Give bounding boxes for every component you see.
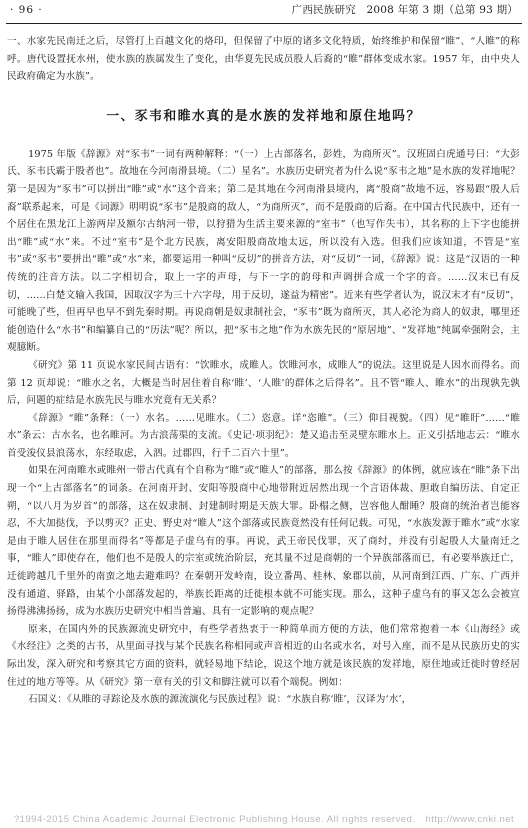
intro-paragraph: 一、水家先民南迁之后，尽管打上百越文化的烙印，但保留了中原的诸多文化特质，始终维护和保留“睢”、“人睢”的称呼。唐代设置抚水州，使水族的族属发生了变化，由华夏先民成员股人后裔的“睢”群体变成水家。1957 年，由中央人民政府确定为水族”。	[7, 36, 520, 83]
paragraph-5: 原来，在国内外的民族源流史研究中，有些学者热衷于一种简单而方便的方法，他们常常抱着一本《山海经》或《水经注》之类的古书，从里面寻找与某个民族名称相同或声音相近的山名或水名，对号入座，而不是从民族历史的实际出发，深入研究和考察其它方面的资料，就轻易地下结论，说这个地方就是该民族的发祥地，原住地或迁徙时曾经居住过的地方等等。从《研究》第一章有关的引文和脚注就可以看个端倪。例如：	[7, 623, 520, 688]
page-header	[0, 0, 528, 20]
paragraph-2: 《研究》第 11 页说水家民间古语有：“饮睢水，成睢人。饮睢河水，成睢人”的说法。这里说是人因水而得名。而第 12 页却说：“睢水之名，大概是当时居住着自称‘睢’、‘人睢’的群体之后得名”。且不管“睢人、睢水”的出现孰先孰后，问题的症结是水族先民与睢水究竟有无关系？	[7, 359, 520, 407]
paragraph-3: 《辞源》“睢”条释：（一）水名。……见睢水。（二）恣意。详“恣睢”。（三）仰目视貌。（四）见“睢盱”……“睢水”条云：古水名，也名睢河。为古浪荡渠的支流。《史记·项羽纪》：楚又追击至灵壁东睢水上。正义引括地志云：“睢水首受浚仪县浪荡水，东经取虑，入泗。过郡四，行千二百六十里”。	[7, 412, 520, 459]
header-rule	[6, 23, 522, 24]
journal-title: 广西民族研究 2008 年第 3 期（总第 93 期）	[291, 4, 518, 16]
section-title: 一、豕韦和睢水真的是水族的发祥地和原住地吗？	[106, 108, 421, 124]
page-number: · 96 ·	[10, 4, 43, 16]
article-body	[7, 33, 520, 709]
paragraph-6: 石国义：《从睢的寻踪论及水族的源流演化与民族过程》说：“水族自称‘睢’，汉译为‘水’，	[28, 694, 412, 706]
paragraph-1: 1975 年版《辞源》对“豕韦”一词有两种解释：“（一）上古部落名，彭姓，为商所灭”。汉班固白虎通号曰：“大彭氏、豕韦氏霸于殷者也”。故地在今河南滑县境。（二）星名”。水族历史研究者为什么说“豕韦之地”是水族的发祥地呢？第一是因为“豕韦”可以拼出“睢”或“水”这个音来；第二是其地在今河南滑县境内，离“殷商”故地不远，容易跟“殷人后裔”联系起来，可是《词源》明明说“豕韦”是殷商的敌人，“为商所灭”，而不是殷商的后裔。在中国古代民族中，还有一个居住在黑龙江上游两岸及额尔古纳河一带，以狩猎为生活主要来源的“室韦”（也写作失韦），其名称的上下字也能拼出“睢”或“水”来。不过“室韦”是个北方民族，离安阳殷商故地太远，所以没有入选。但我们应该知道，不管是“室韦”或“豕韦”要拼出“睢”或“水”来，都要运用一种叫“反切”的拼音方法，对“反切”一词，《辞源》说：这是“汉语的一种传统的注音方法。以二字相切合，取上一字的声母，与下一字的韵母和声调拼合成一个字的音。……汉末已有反切，……白楚文输入我国，因取汉字为三十六字母，用于反切，遂益为精密”。近来有些学者认为，说汉末才有“反切”，可能晚了些，但再早也早不到先秦时期。再说商朝是奴隶制社会，“豕韦”既为商所灭，其人必沦为商人的奴隶，哪里还能创造什么“水书”和编纂自己的“历法”呢？所以，把“豕韦之地”作为水族先民的“原居地”、“发祥地”纯属牵强附会，主观臆断。	[7, 148, 520, 354]
paragraph-4: 如果在河南睢水或睢州一带古代真有个自称为“睢”或“睢人”的部落，那么按《辞源》的体例，就应该在“睢”条下出现一个“上古部落名”的词条。在河南开封、安阳等殷商中心地带附近居然出现一个言语体裁、胆敢自编历法、自定正朔，“以八月为岁首”的部落，这在奴隶制、封建制时期是天族大罪。卧榻之侧，岂容他人酣睡？殷商的统治者岂能容忍，不大加挞伐，予以剪灭？正史、野史对“睢人”这个部落或民族竟然没有任何记载。可见，“水族发源于睢水”或“水家是由于睢人居住在那里而得名”等都是子虚乌有的事。再说，武王帝民伐罪，灭了商纣，并没有引起殷人大量南迁之事，“睢人”即使存在，他们也不是殷人的宗室或统治阶层，充其量不过是商朝的一个异族部落而已，有必要举族迁亡，迁徙跨越几千里外的南蛮之地去避难吗？在秦朝开发岭南，设立番禺、桂林、象郡以前，从河南到江西、广东、广西并没有通道、驿路，由某个小部落发起的，举族长距离的迁徙根本就不可能实现。那么，这种子虚乌有的事又怎么会被宣扬得沸沸扬扬，成为水族历史研究中相当普遍、具有一定影响的观点呢？	[7, 465, 520, 618]
copyright-footer: ?1994-2015 China Academic Journal Electronic Publishing House. All rights reserved. http://www.cnki.net	[13, 814, 515, 825]
